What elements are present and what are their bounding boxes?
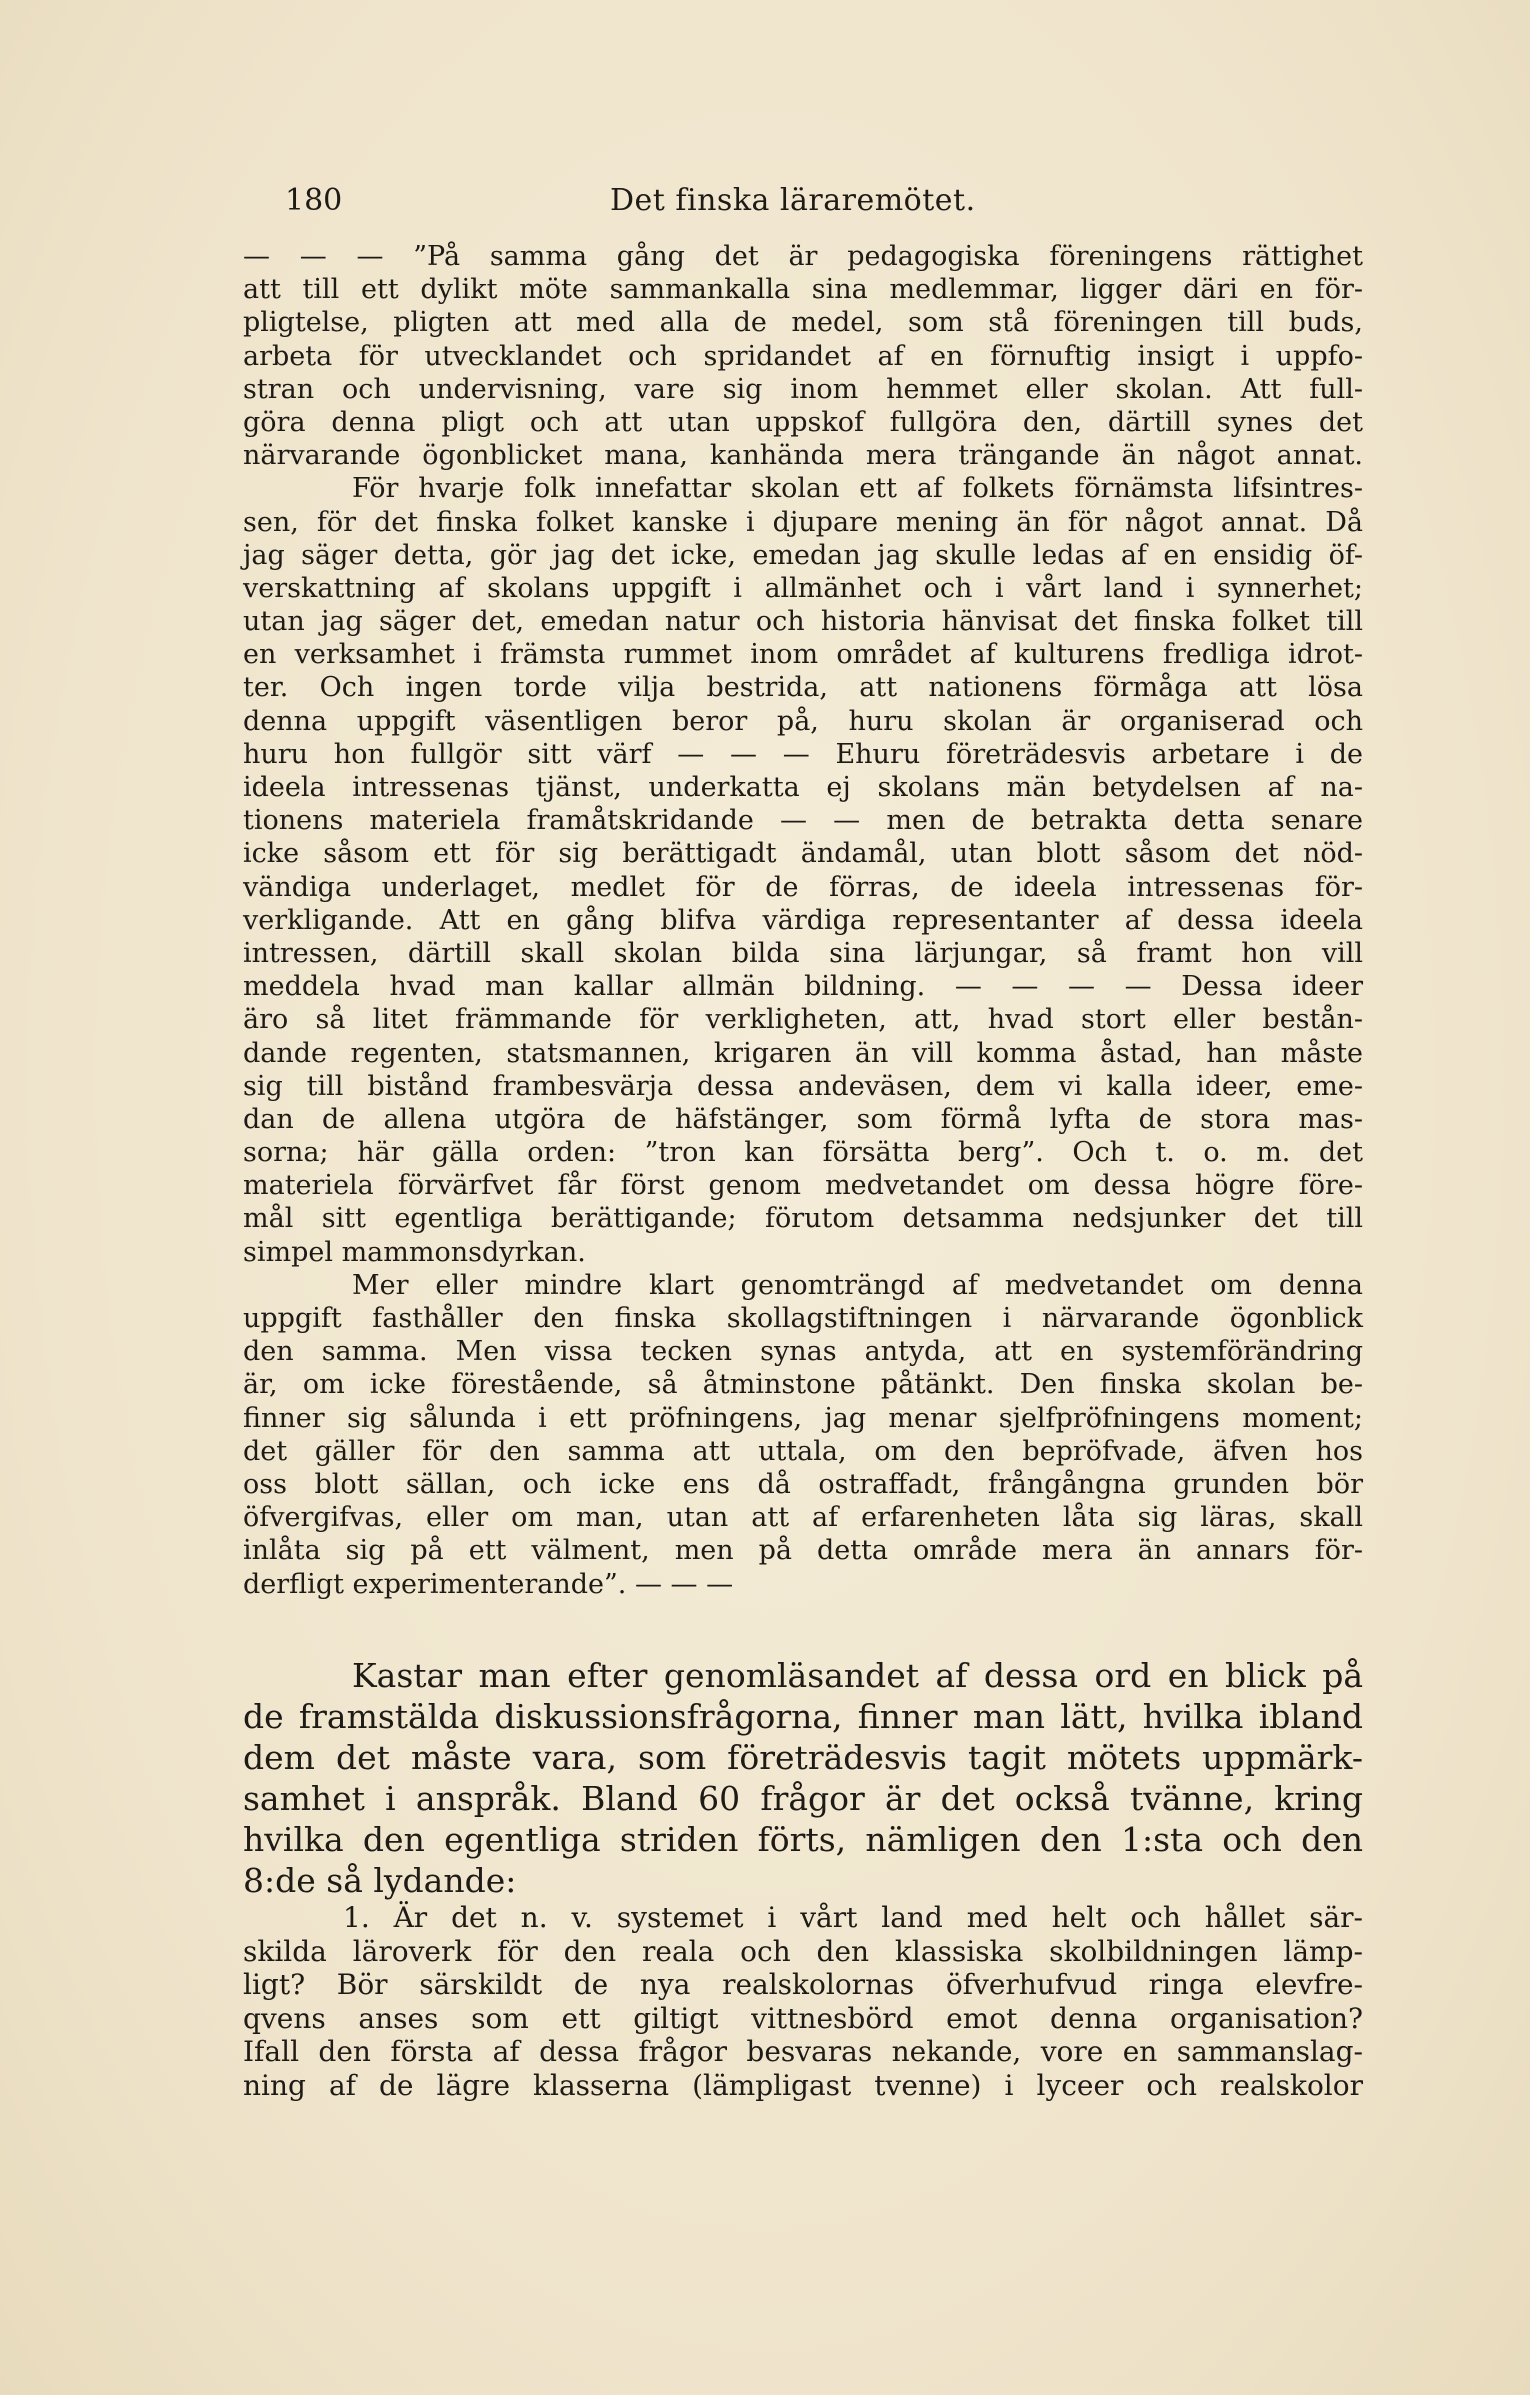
text-line: denna uppgift väsentligen beror på, huru skolan är organiserad och bbox=[243, 705, 1363, 737]
page-header bbox=[285, 183, 1105, 223]
quoted-passage bbox=[243, 240, 1363, 1601]
text-line: derfligt experimenterande”. — — — bbox=[243, 1568, 734, 1600]
text-line: sig till bistånd frambesvärja dessa andeväsen, dem vi kalla ideer, eme- bbox=[243, 1070, 1363, 1102]
text-line: ning af de lägre klasserna (lämpligast tvenne) i lyceer och realskolor bbox=[243, 2068, 1363, 2102]
text-line: arbeta för utvecklandet och spridandet af en förnuftig insigt i uppfo- bbox=[243, 340, 1363, 372]
text-line: uppgift fasthåller den finska skollagstiftningen i närvarande ögonblick bbox=[243, 1303, 1363, 1334]
text-line: det gäller för den samma att uttala, om den bepröfvade, äfven hos bbox=[243, 1435, 1363, 1467]
text-line: dan de allena utgöra de häfstänger, som förmå lyfta de stora mas- bbox=[243, 1103, 1363, 1135]
text-line: ligt? Bör särskildt de nya realskolornas öfverhufvud ringa elevfre- bbox=[243, 1968, 1363, 2001]
text-line: en verksamhet i främsta rummet inom området af kulturens fredliga idrot- bbox=[243, 639, 1363, 671]
text-line: Kastar man efter genomläsandet af dessa ord en blick på bbox=[352, 1656, 1363, 1695]
page-number: 180 bbox=[285, 183, 343, 218]
text-line: utan jag säger det, emedan natur och historia hänvisat det finska folket till bbox=[243, 606, 1363, 638]
text-line: 8:de så lydande: bbox=[243, 1861, 517, 1900]
text-line: verskattning af skolans uppgift i allmänhet och i vårt land i synnerhet; bbox=[243, 572, 1363, 604]
text-line: oss blott sällan, och icke ens då ostraffadt, frångångna grunden bör bbox=[243, 1468, 1363, 1500]
text-line: — — — ”På samma gång det är pedagogiska föreningens rättighet bbox=[243, 241, 1363, 272]
text-line: materiela förvärfvet får först genom medvetandet om dessa högre före- bbox=[243, 1170, 1363, 1202]
text-line: pligtelse, pligten att med alla de medel, som stå föreningen till buds, bbox=[243, 307, 1363, 339]
text-line: huru hon fullgör sitt värf — — — Ehuru företrädesvis arbetare i de bbox=[243, 738, 1363, 770]
question-1 bbox=[243, 1901, 1363, 2102]
text-line: sen, för det finska folket kanske i djupare mening än för något annat. Då bbox=[243, 506, 1363, 538]
text-line: finner sig sålunda i ett pröfningens, jag menar sjelfpröfningens moment; bbox=[243, 1402, 1363, 1434]
text-line: dande regenten, statsmannen, krigaren än vill komma åstad, han måste bbox=[243, 1037, 1363, 1069]
text-line: jag säger detta, gör jag det icke, emedan jag skulle ledas af en ensidig öf- bbox=[243, 539, 1363, 571]
text-line: äro så litet främmande för verkligheten, att, hvad stort eller bestån- bbox=[243, 1004, 1363, 1036]
text-line: dem det måste vara, som företrädesvis tagit mötets uppmärk- bbox=[243, 1738, 1363, 1777]
text-line: icke såsom ett för sig berättigadt ändamål, utan blott såsom det nöd- bbox=[243, 838, 1363, 870]
running-title: Det finska läraremötet. bbox=[610, 183, 976, 218]
text-line: hvilka den egentliga striden förts, nämligen den 1:sta och den bbox=[243, 1820, 1363, 1859]
text-line: skilda läroverk för den reala och den klassiska skolbildningen lämp- bbox=[243, 1934, 1363, 1968]
text-line: samhet i anspråk. Bland 60 frågor är det också tvänne, kring bbox=[243, 1779, 1363, 1818]
text-line: stran och undervisning, vare sig inom hemmet eller skolan. Att full- bbox=[243, 373, 1363, 405]
text-line: öfvergifvas, eller om man, utan att af erfarenheten låta sig läras, skall bbox=[243, 1502, 1363, 1534]
text-line: närvarande ögonblicket mana, kanhända mera trängande än något annat. bbox=[243, 440, 1363, 472]
text-line: Ifall den första af dessa frågor besvaras nekande, vore en sammanslag- bbox=[243, 2035, 1363, 2068]
text-line: ideela intressenas tjänst, underkatta ej skolans män betydelsen af na- bbox=[243, 772, 1363, 803]
text-line: qvens anses som ett giltigt vittnesbörd emot denna organisation? bbox=[243, 2001, 1363, 2035]
text-line: 1. Är det n. v. systemet i vårt land med helt och hållet sär- bbox=[343, 1901, 1363, 1934]
body-paragraph bbox=[243, 1655, 1363, 1901]
text-line: vändiga underlaget, medlet för de förras, de ideela intressenas för- bbox=[243, 871, 1363, 903]
text-line: verkligande. Att en gång blifva värdiga representanter af dessa ideela bbox=[243, 904, 1363, 936]
text-line: göra denna pligt och att utan uppskof fullgöra den, därtill synes det bbox=[243, 406, 1363, 438]
text-line: meddela hvad man kallar allmän bildning. — — — — Dessa ideer bbox=[243, 971, 1363, 1003]
text-line: att till ett dylikt möte sammankalla sina medlemmar, ligger däri en för- bbox=[243, 274, 1363, 306]
text-line: mål sitt egentliga berättigande; förutom detsamma nedsjunker det till bbox=[243, 1203, 1363, 1235]
text-line: Mer eller mindre klart genomträngd af medvetandet om denna bbox=[352, 1269, 1363, 1301]
text-line: intressen, därtill skall skolan bilda sina lärjungar, så framt hon vill bbox=[243, 937, 1363, 969]
text-line: inlåta sig på ett välment, men på detta område mera än annars för- bbox=[243, 1535, 1363, 1567]
text-line: ter. Och ingen torde vilja bestrida, att nationens förmåga att lösa bbox=[243, 672, 1363, 704]
text-line: För hvarje folk innefattar skolan ett af folkets förnämsta lifsintres- bbox=[352, 473, 1363, 505]
text-line: är, om icke förestående, så åtminstone påtänkt. Den finska skolan be- bbox=[243, 1369, 1363, 1401]
text-line: tionens materiela framåtskridande — — men de betrakta detta senare bbox=[243, 805, 1363, 837]
text-line: simpel mammonsdyrkan. bbox=[243, 1236, 586, 1268]
text-line: sorna; här gälla orden: ”tron kan försätta berg”. Och t. o. m. det bbox=[243, 1137, 1363, 1169]
text-line: den samma. Men vissa tecken synas antyda, att en systemförändring bbox=[243, 1336, 1363, 1368]
text-line: de framstälda diskussionsfrågorna, finner man lätt, hvilka ibland bbox=[243, 1697, 1363, 1736]
